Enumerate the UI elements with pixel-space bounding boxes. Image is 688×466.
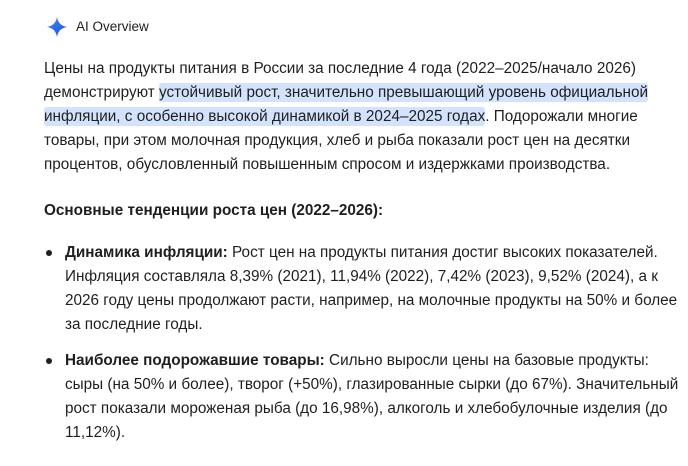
bullet-text: Рост цен на продукты питания достиг высоких показателей. Инфляция составляла 8,39% (2021), 11,94% (2022), 7,42% (2023), 9,52% (2024), а к 2026 году цены продолжают расти, например, на молочные продукты на 50% и более за последние годы. <box>65 244 678 333</box>
ai-overview-title: AI Overview <box>76 19 149 34</box>
bullet-title: Наиболее подорожавшие товары: <box>65 352 325 369</box>
intro-paragraph <box>44 57 684 177</box>
list-item <box>44 241 684 337</box>
ai-overview-header[interactable] <box>44 15 684 39</box>
intro-highlight[interactable]: устойчивый рост, значительно превышающий уровень официальной инфляции, с особенно высокой динамикой в 2024–2025 годах <box>44 84 649 125</box>
section-heading: Основные тенденции роста цен (2022–2026): <box>44 202 384 219</box>
bullet-point-icon <box>46 250 52 256</box>
list-item <box>44 349 684 445</box>
sparkle-icon <box>46 16 68 38</box>
ai-overview-panel <box>44 0 684 457</box>
intro-text-part1: Цены на продукты питания в России за последние 4 года (2022–2025/начало 2026) демонстрируют <box>44 60 636 101</box>
bullet-text: Сильно выросли цены на базовые продукты: сыры (на 50% и более), творог (+50%), глазированные сырки (до 67%). Значительный рост показали мороженая рыба (до 16,98%), алкоголь и хлебобулочные изделия (до 11,12%). <box>65 352 679 441</box>
bullet-point-icon <box>46 358 52 364</box>
bullet-title: Динамика инфляции: <box>65 244 228 261</box>
bullet-list <box>44 241 684 445</box>
intro-text-part2: . Подорожали многие товары, при этом молочная продукция, хлеб и рыба показали рост цен на десятки процентов, обусловленный повышенным спросом и издержками производства. <box>44 108 638 173</box>
